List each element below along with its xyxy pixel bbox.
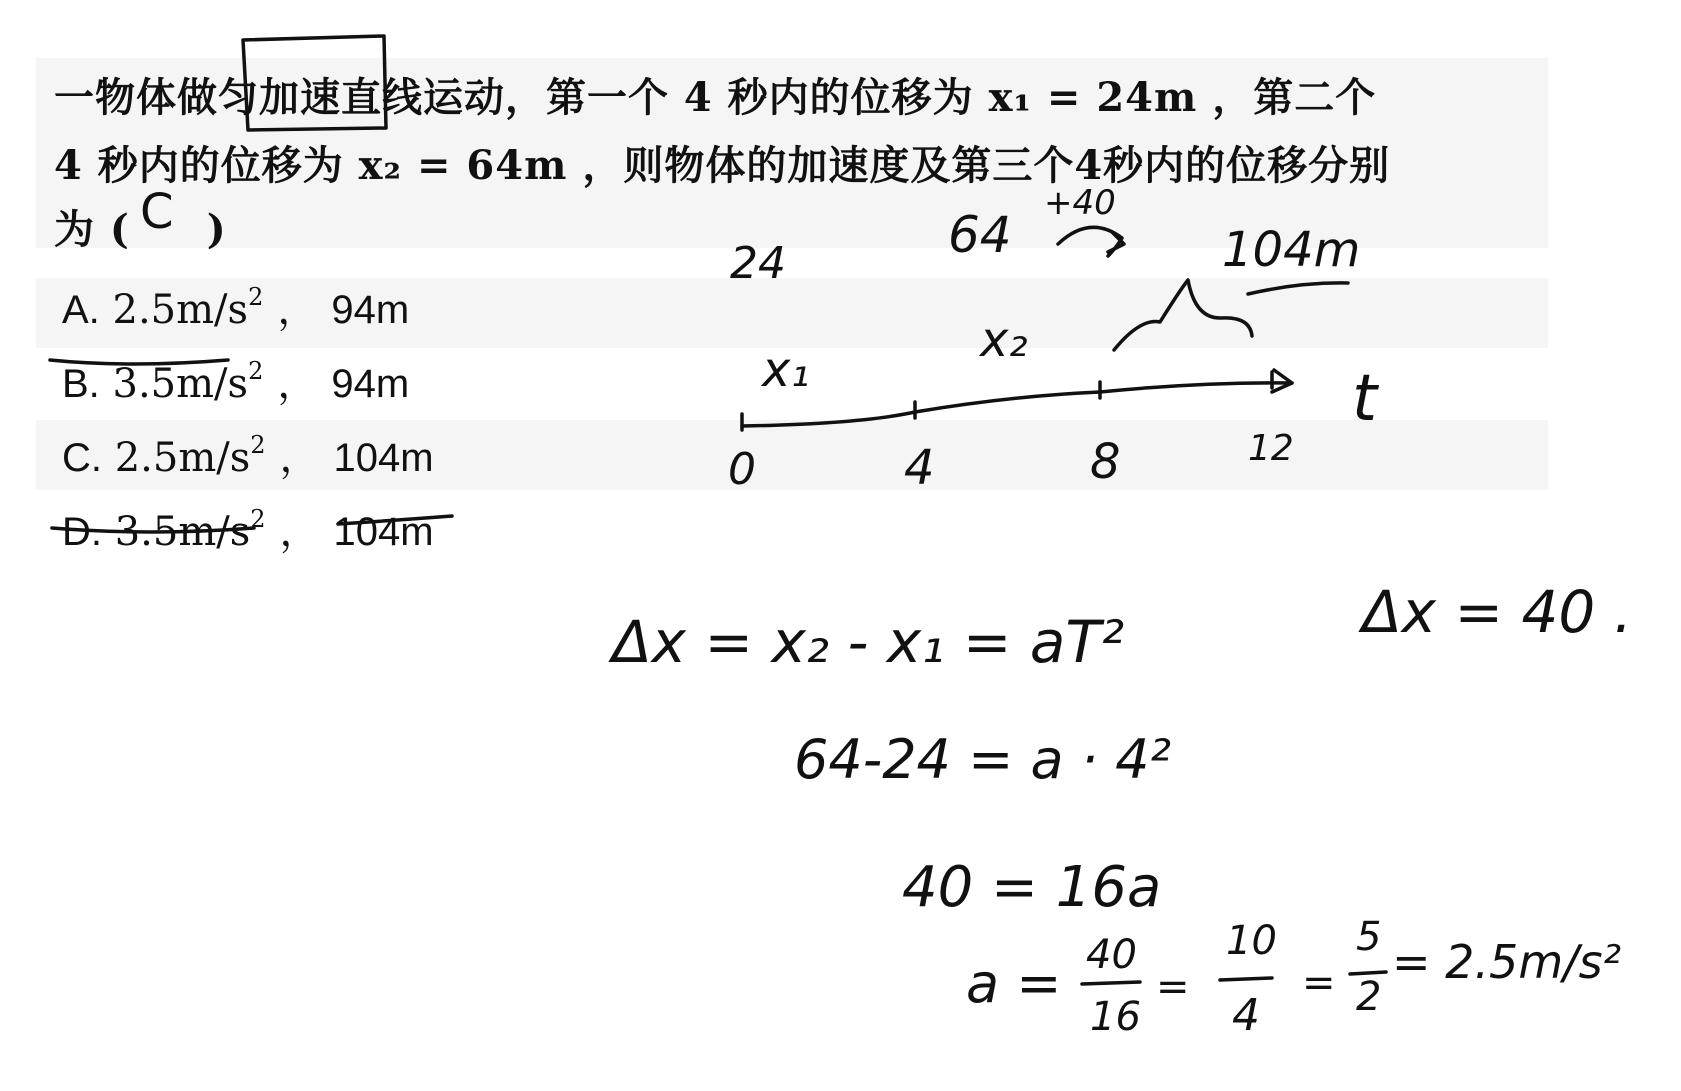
note-plus-40: +40	[1044, 183, 1116, 223]
note-104m: 104m	[1222, 222, 1361, 278]
boxed-keyword: 匀加速	[218, 74, 341, 121]
fraction-2-numerator: 10	[1226, 918, 1277, 964]
label-x2: x₂	[980, 312, 1028, 368]
option-distance: 104m	[333, 510, 434, 554]
question-text-line3-pre: 为 (	[54, 206, 130, 253]
option-acceleration: 2.5m/s	[112, 287, 249, 333]
equation-delta-x: Δx = x₂ - x₁ = aT²	[612, 608, 1125, 676]
question-text-line2: 4 秒内的位移为 x₂ = 64m ，则物体的加速度及第三个4秒内的位移分别	[54, 142, 1391, 189]
option-distance: 94m	[331, 288, 410, 332]
option-distance: 94m	[331, 362, 410, 406]
axis-label-t: t	[1352, 362, 1378, 436]
option-letter: A.	[62, 288, 100, 332]
underline-104m	[338, 516, 452, 524]
option-exponent: 2	[248, 357, 264, 385]
option-separator: ，	[277, 287, 318, 333]
tick-label-12: 12	[1248, 428, 1294, 469]
question-text-line3-post: )	[206, 206, 227, 253]
question-text-post: 直线运动，第一个 4 秒内的位移为 x₁ = 24m ，第二个	[341, 74, 1377, 121]
note-64: 64	[948, 206, 1012, 264]
fraction-1-denominator: 16	[1090, 994, 1141, 1040]
fraction-3-denominator: 2	[1356, 974, 1382, 1020]
option-acceleration: 2.5m/s	[114, 435, 251, 481]
option-separator: ，	[277, 361, 318, 407]
option-separator: ，	[279, 435, 320, 481]
fraction-1-numerator: 40	[1086, 932, 1137, 978]
option-letter: D.	[62, 510, 102, 554]
time-axis-arrowhead	[1272, 370, 1292, 392]
underline-option-a	[50, 360, 228, 364]
tick-label-8: 8	[1090, 434, 1121, 490]
option-letter: B.	[62, 362, 100, 406]
equals-1: =	[1156, 964, 1190, 1010]
equation-16a: 40 = 16a	[902, 855, 1162, 920]
option-letter: C.	[62, 436, 102, 480]
tick-label-0: 0	[728, 444, 756, 495]
option-exponent: 2	[250, 431, 266, 459]
option-distance: 104m	[333, 436, 434, 480]
option-exponent: 2	[250, 505, 266, 533]
third-interval-brace	[1114, 280, 1252, 350]
equation-substitution: 64-24 = a · 4²	[794, 728, 1172, 791]
equation-a-lhs: a =	[966, 952, 1062, 1015]
fraction-bar-1	[1082, 982, 1140, 984]
equals-2: =	[1302, 960, 1336, 1006]
fraction-2-denominator: 4	[1232, 990, 1260, 1041]
option-acceleration: 3.5m/s	[114, 509, 251, 555]
handwritten-answer: C	[140, 184, 175, 240]
equation-final-result: = 2.5m/s²	[1392, 935, 1622, 989]
time-axis-line	[742, 383, 1292, 426]
label-x1: x₁	[762, 342, 810, 398]
option-acceleration: 3.5m/s	[112, 361, 249, 407]
option-separator: ，	[279, 509, 320, 555]
underline-option-c	[52, 528, 254, 532]
option-exponent: 2	[248, 283, 264, 311]
tick-label-4: 4	[904, 440, 935, 496]
note-24: 24	[730, 238, 786, 289]
increment-arrowhead	[1108, 232, 1124, 252]
question-text-pre: 一物体做	[54, 74, 218, 121]
equation-delta-x-value: Δx = 40 .	[1362, 578, 1633, 646]
fraction-bar-2	[1220, 978, 1272, 980]
keyword-box	[243, 36, 386, 130]
underline-104m-note	[1248, 283, 1348, 294]
fraction-3-numerator: 5	[1356, 914, 1382, 960]
